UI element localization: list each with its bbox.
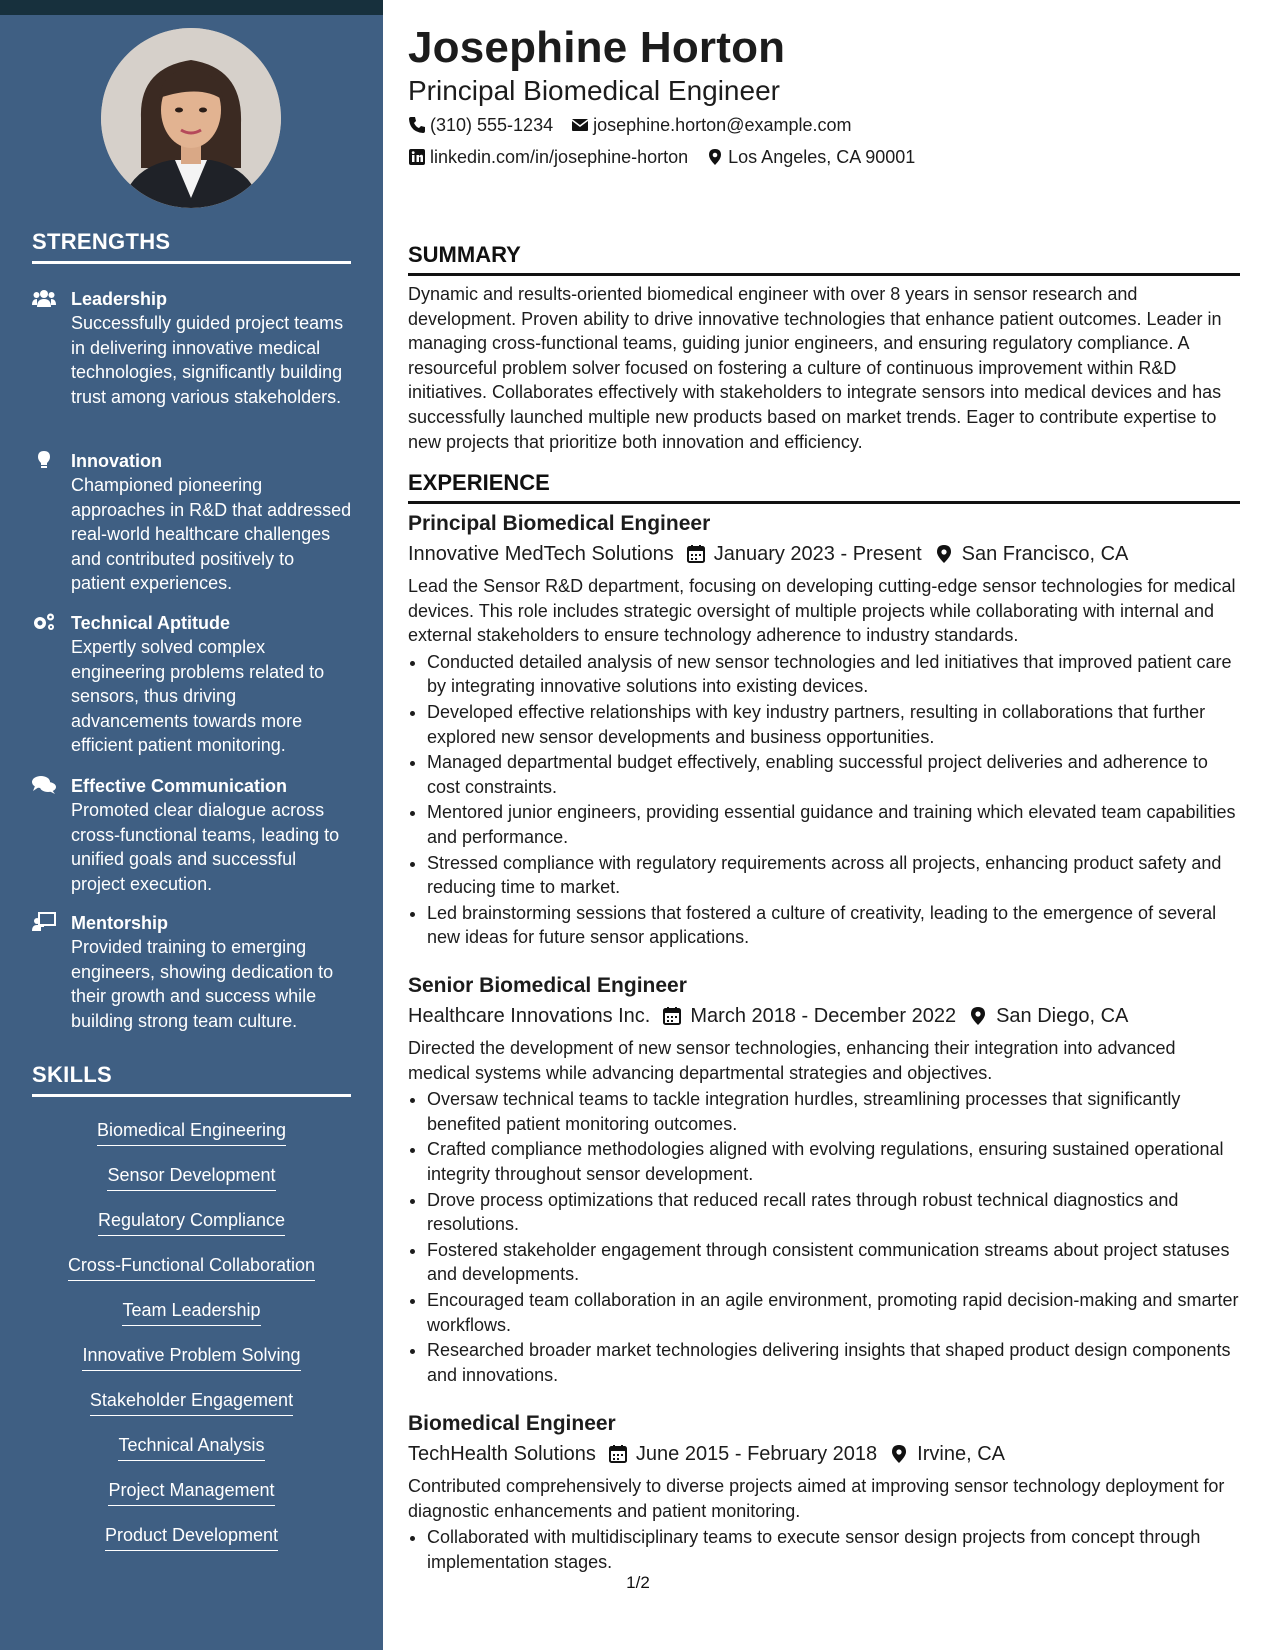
job-description: Contributed comprehensively to diverse projects aimed at improving sensor technology deployment for diagnostic enhancements and patient monitoring. [408,1476,1225,1521]
job-bullet: • Led brainstorming sessions that fostered a culture of creativity, leading to the emergence of several new ideas for future sensor applications. [427,901,1240,950]
phone-icon [408,116,426,134]
job-bullet: • Developed effective relationships with key industry partners, resulting in collaborations that further explored new sensor developments and business opportunities. [427,700,1240,749]
avatar [101,28,281,208]
strength-desc: Provided training to emerging engineers, showing dedication to their growth and success while building strong team culture. [71,937,334,1031]
strength-item-effective-communication [32,774,352,896]
job-bullet: • Encouraged team collaboration in an agile environment, promoting rapid decision-making and smarter workflows. [427,1288,1240,1337]
job-title: Senior Biomedical Engineer [408,974,687,997]
strength-title: Mentorship [71,913,168,933]
job-bullets [408,1525,1240,1574]
job-bullet: • Fostered stakeholder engagement through consistent communication streams about project statuses and developments. [427,1238,1240,1287]
job-bullet: • Stressed compliance with regulatory requirements across all projects, enhancing product safety and reducing time to market. [427,851,1240,900]
job-description: Lead the Sensor R&D department, focusing on developing cutting-edge sensor technologies for medical devices. This role includes strategic oversight of multiple projects while collaborating with internal and external stakeholders to ensure technology adherence to industry standards. [408,576,1236,646]
job-bullet: • Crafted compliance methodologies aligned with evolving regulations, ensuring sustained operational integrity throughout sensor development. [427,1137,1240,1186]
calendar-icon [608,1444,628,1464]
job-bullet: • Conducted detailed analysis of new sensor technologies and led initiatives that improved patient care by integrating innovative solutions into existing devices. [427,650,1240,699]
skill-item: Sensor Development [32,1163,351,1208]
job-description: Directed the development of new sensor technologies, enhancing their integration into advanced medical systems while advancing departmental strategies and objectives. [408,1038,1176,1083]
strength-item-technical-aptitude [32,611,352,758]
strength-desc: Promoted clear dialogue across cross-functional teams, leading to unified goals and successful project execution. [71,800,340,894]
strengths-heading: STRENGTHS [32,229,351,264]
strength-title: Effective Communication [71,776,288,796]
strength-desc: Successfully guided project teams in delivering innovative medical technologies, significantly building trust among various stakeholders. [71,313,344,407]
job-bullet: • Collaborated with multidisciplinary teams to execute sensor design projects from concept through implementation stages. [427,1525,1240,1574]
experience-item [408,1410,1240,1575]
job-title: Principal Biomedical Engineer [408,512,711,535]
job-location: San Diego, CA [996,1005,1129,1027]
contact-row-2 [408,145,933,169]
lightbulb-icon [32,450,58,472]
job-dates: March 2018 - December 2022 [690,1005,957,1027]
map-marker-icon [889,1444,909,1464]
users-icon [32,288,58,310]
job-bullet: • Mentored junior engineers, providing essential guidance and training which elevated team capabilities and performance. [427,800,1240,849]
email-link[interactable]: josephine.horton@example.com [593,115,852,135]
strength-item-innovation [32,449,352,596]
strength-title: Leadership [71,289,168,309]
location-text: Los Angeles, CA 90001 [728,147,916,167]
skill-item: Technical Analysis [32,1433,351,1478]
skills-list [32,1118,351,1568]
envelope-icon [571,116,589,134]
strength-title: Innovation [71,451,162,471]
candidate-title: Principal Biomedical Engineer [408,75,780,106]
job-title: Biomedical Engineer [408,1412,616,1435]
skills-heading: SKILLS [32,1062,351,1097]
phone-text: (310) 555-1234 [430,115,554,135]
calendar-icon [662,1006,682,1026]
map-marker-icon [706,148,724,166]
experience-item [408,972,1240,1388]
strength-title: Technical Aptitude [71,613,231,633]
job-location: Irvine, CA [917,1443,1005,1465]
strength-desc: Championed pioneering approaches in R&D that addressed real-world healthcare challenges and contributed positively to patient experiences. [71,475,352,594]
chalkboard-teacher-icon [32,912,58,934]
company-name: Healthcare Innovations Inc. [408,1005,651,1027]
job-bullet: • Researched broader market technologies delivering insights that shaped product design components and innovations. [427,1338,1240,1387]
company-name: TechHealth Solutions [408,1443,596,1465]
skill-item: Innovative Problem Solving [32,1343,351,1388]
job-bullets [408,650,1240,950]
skill-item: Cross-Functional Collaboration [32,1253,351,1298]
experience-heading: EXPERIENCE [408,470,1240,504]
strength-desc: Expertly solved complex engineering problems related to sensors, thus driving advancements towards more efficient patient monitoring. [71,637,325,756]
company-name: Innovative MedTech Solutions [408,543,674,565]
job-bullet: • Drove process optimizations that reduced recall rates through robust technical diagnostics and resolutions. [427,1188,1240,1237]
job-dates: January 2023 - Present [713,543,922,565]
skill-item: Regulatory Compliance [32,1208,351,1253]
skill-item: Project Management [32,1478,351,1523]
job-location: San Francisco, CA [961,543,1129,565]
sidebar-top-band [0,0,383,15]
experience-item [408,510,1240,951]
job-bullet: • Managed departmental budget effectively, enabling successful project deliveries and adherence to cost constraints. [427,750,1240,799]
calendar-icon [686,544,706,564]
linkedin-link[interactable]: linkedin.com/in/josephine-horton [430,147,689,167]
strength-item-leadership [32,287,352,409]
skill-item: Stakeholder Engagement [32,1388,351,1433]
page-number: 1/2 [626,1573,650,1592]
summary-text: Dynamic and results-oriented biomedical engineer with over 8 years in sensor research and development. Proven ability to drive innovative technologies that enhance patient outcomes. Leader in managing cross-functional teams, guiding junior engineers, and ensuring regulatory compliance. A resourceful problem solver focused on fostering a culture of continuous improvement within R&D initiatives. Collaborates effectively with stakeholders to integrate sensors into medical devices and has successfully launched multiple new products based on market trends. Eager to contribute expertise to new projects that prioritize both innovation and efficiency. [408,284,1222,452]
sidebar [0,15,383,1650]
map-marker-icon [968,1006,988,1026]
comments-icon [32,775,58,797]
summary-heading: SUMMARY [408,242,1240,276]
skill-item: Team Leadership [32,1298,351,1343]
map-marker-icon [934,544,954,564]
job-bullets [408,1087,1240,1387]
contact-row-1 [408,113,870,137]
strength-item-mentorship [32,911,352,1033]
gears-icon [32,612,58,634]
candidate-name: Josephine Horton [408,23,786,72]
skill-item: Product Development [32,1523,351,1568]
job-bullet: • Oversaw technical teams to tackle integration hurdles, streamlining processes that significantly benefited patient monitoring outcomes. [427,1087,1240,1136]
job-dates: June 2015 - February 2018 [635,1443,878,1465]
skill-item: Biomedical Engineering [32,1118,351,1163]
linkedin-icon [408,148,426,166]
